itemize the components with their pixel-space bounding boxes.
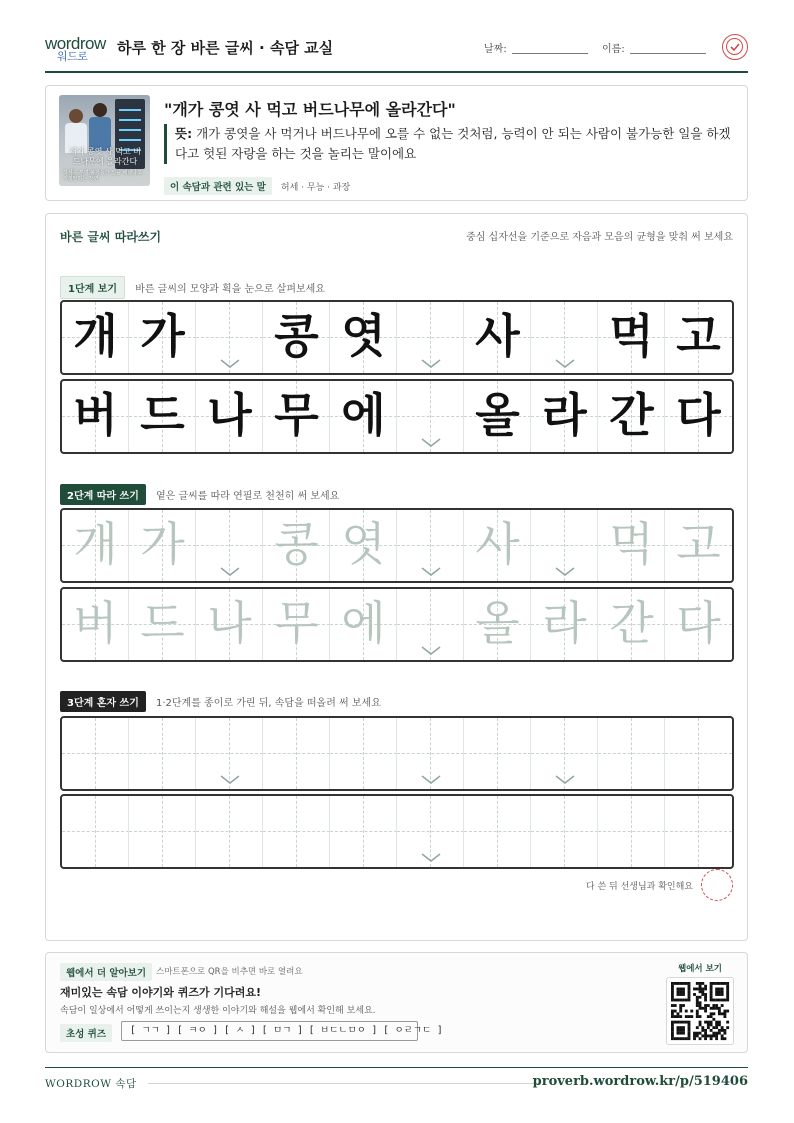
logo-wordmark: wordrow [45,34,106,53]
grid-cell[interactable] [598,589,665,660]
model-character: 에 [341,388,386,442]
meaning-text: 개가 콩엿을 사 먹거나 버드나무에 오를 수 없는 것처럼, 능력이 안 되는 사람이 불가능한 일을 하겠다고 헛된 자랑을 하는 것을 놀리는 말이에요 [175,126,731,161]
name-field[interactable] [630,53,706,54]
illustration-subcaption: 허세를 부려 불가능한 일을 해냈다고 거짓말하는 장면 [63,170,142,182]
footer-brand: WORDROW 속담 [45,1078,137,1090]
step-2-desc: 옅은 글씨를 따라 연필로 천천히 써 보세요 [155,491,340,502]
wordrow-logo [45,34,109,64]
grid-cell[interactable] [62,796,129,867]
grid-cell [330,381,397,452]
space-mark-icon [421,433,441,452]
grid-cell[interactable] [464,796,531,867]
footer-divider [45,1067,748,1068]
grid-cell[interactable] [330,510,397,581]
grid-cell[interactable] [397,510,464,581]
grid-cell [263,302,330,373]
space-mark-icon [220,562,240,581]
grid-cell[interactable] [129,510,196,581]
grid-cell[interactable] [464,589,531,660]
grid-cell [464,302,531,373]
grid-cell [62,302,129,373]
grid-cell[interactable] [598,510,665,581]
grid-cell [129,302,196,373]
space-mark-icon [421,354,441,373]
free-write-row-2[interactable] [60,794,734,869]
trace-character: 무 [274,596,319,650]
step-2-header [60,484,339,505]
grid-cell [196,381,263,452]
quiz-answer: [ ㄱㄱ ] [ ㅋㅇ ] [ ㅅ ] [ ㅁㄱ ] [ ㅂㄷㄴㅁㅇ ] [ ㅇㄹㄱㄷ ] [121,1021,418,1041]
step-1-desc: 바른 글씨의 모양과 획을 눈으로 살펴보세요 [135,284,325,295]
grid-cell[interactable] [263,510,330,581]
grid-cell[interactable] [531,718,598,789]
grid-cell[interactable] [665,510,732,581]
trace-character: 고 [676,517,721,571]
qr-code-icon[interactable] [666,977,734,1045]
footer-url[interactable]: proverb.wordrow.kr/p/519406 [532,1074,748,1089]
step-3-header [60,691,381,712]
footer-line [148,1083,540,1084]
model-row-2 [60,379,734,454]
quiz-label: 초성 퀴즈 [60,1024,112,1042]
trace-character: 나 [207,596,252,650]
step-1-label: 1단계 보기 [60,276,125,299]
model-character: 버 [73,388,118,442]
trace-row-1[interactable] [60,508,734,583]
practice-hint: 중심 십자선을 기준으로 자음과 모음의 균형을 맞춰 써 보세요 [466,232,733,243]
grid-cell [196,302,263,373]
space-mark-icon [220,770,240,789]
meaning-label: 뜻: [175,126,193,141]
grid-cell[interactable] [196,796,263,867]
praise-stamp-icon [722,34,748,60]
grid-cell [531,381,598,452]
related-label: 이 속담과 관련 있는 말 [164,177,272,195]
model-character: 개 [73,309,118,363]
proverb-meaning [164,124,734,164]
grid-cell [263,381,330,452]
web-headline: 재미있는 속담 이야기와 퀴즈가 기다려요! [60,986,261,999]
grid-cell[interactable] [464,718,531,789]
model-row-1 [60,300,734,375]
grid-cell[interactable] [62,589,129,660]
trace-character: 가 [140,517,185,571]
web-tag: 웹에서 더 알아보기 [60,963,152,981]
space-mark-icon [421,562,441,581]
grid-cell [598,381,665,452]
grid-cell[interactable] [196,718,263,789]
related-words: 허세 · 무능 · 과장 [280,183,351,193]
qr-label: 웹에서 보기 [678,964,723,974]
model-character: 먹 [609,309,654,363]
trace-character: 다 [676,596,721,650]
grid-cell[interactable] [62,718,129,789]
step-2-label: 2단계 따라 쓰기 [60,484,146,505]
model-character: 다 [676,388,721,442]
model-character: 드 [140,388,185,442]
grid-cell[interactable] [263,796,330,867]
grid-cell [397,302,464,373]
date-field[interactable] [512,53,588,54]
space-mark-icon [220,354,240,373]
proverb-card [45,85,748,201]
web-description: 속담이 일상에서 어떻게 쓰이는지 생생한 이야기와 해설을 웹에서 확인해 보세요. [60,1006,376,1016]
space-mark-icon [421,641,441,660]
header-divider [45,71,748,73]
grid-cell [598,302,665,373]
grid-cell[interactable] [397,589,464,660]
grid-cell [665,302,732,373]
grid-cell[interactable] [129,589,196,660]
name-label: 이름: [602,44,625,55]
trace-character: 올 [475,596,520,650]
grid-cell[interactable] [665,796,732,867]
step-3-desc: 1·2단계를 종이로 가린 뒤, 속담을 떠올려 써 보세요 [155,698,381,709]
grid-cell[interactable] [196,510,263,581]
grid-cell[interactable] [531,510,598,581]
space-mark-icon [421,770,441,789]
grid-cell [464,381,531,452]
web-promo-box [45,952,748,1053]
trace-character: 드 [140,596,185,650]
grid-cell[interactable] [665,589,732,660]
trace-character: 버 [73,596,118,650]
illustration-caption: 개가 콩엿 사 먹고 버드나무에 올라간다 [69,147,141,166]
grid-cell[interactable] [531,589,598,660]
grid-cell[interactable] [464,510,531,581]
web-subtitle: 스마트폰으로 QR을 비추면 바로 열려요 [156,967,303,977]
handwriting-practice [45,213,748,941]
teacher-check-text: 다 쓴 뒤 선생님과 확인해요 [585,882,693,892]
grid-cell[interactable] [129,718,196,789]
space-mark-icon [555,770,575,789]
model-character: 간 [609,388,654,442]
model-character: 올 [475,388,520,442]
logo-korean: 워드로 [57,50,88,63]
trace-character: 간 [609,596,654,650]
grid-cell[interactable] [598,796,665,867]
trace-character: 에 [341,596,386,650]
grid-cell[interactable] [263,589,330,660]
space-mark-icon [555,354,575,373]
grid-cell [129,381,196,452]
trace-character: 엿 [341,517,386,571]
grid-cell[interactable] [129,796,196,867]
grid-cell[interactable] [62,510,129,581]
step-1-header [60,276,325,299]
date-label: 날짜: [484,44,507,55]
grid-cell [397,381,464,452]
trace-character: 먹 [609,517,654,571]
grid-cell[interactable] [330,718,397,789]
page-header [45,28,748,72]
grid-cell[interactable] [397,718,464,789]
grid-cell[interactable] [665,718,732,789]
grid-cell [531,302,598,373]
model-character: 가 [140,309,185,363]
grid-cell[interactable] [598,718,665,789]
grid-cell[interactable] [330,796,397,867]
model-character: 고 [676,309,721,363]
model-character: 엿 [341,309,386,363]
model-character: 콩 [274,309,319,363]
trace-character: 콩 [274,517,319,571]
related-words-row [164,175,350,195]
trace-character: 라 [542,596,587,650]
grid-cell[interactable] [196,589,263,660]
grid-cell [665,381,732,452]
model-character: 무 [274,388,319,442]
model-character: 사 [475,309,520,363]
trace-character: 개 [73,517,118,571]
grid-cell[interactable] [397,796,464,867]
practice-title: 바른 글씨 따라쓰기 [60,230,162,244]
trace-character: 사 [475,517,520,571]
proverb-illustration [59,95,150,186]
model-character: 나 [207,388,252,442]
teacher-stamp-icon [701,869,733,901]
trace-row-2[interactable] [60,587,734,662]
model-character: 라 [542,388,587,442]
grid-cell[interactable] [531,796,598,867]
grid-cell[interactable] [263,718,330,789]
proverb-title: "개가 콩엿 사 먹고 버드나무에 올라간다" [164,100,456,119]
space-mark-icon [555,562,575,581]
free-write-row-1[interactable] [60,716,734,791]
grid-cell [62,381,129,452]
grid-cell [330,302,397,373]
page-title: 하루 한 장 바른 글씨 · 속담 교실 [117,39,334,57]
step-3-label: 3단계 혼자 쓰기 [60,691,146,712]
space-mark-icon [421,848,441,867]
grid-cell[interactable] [330,589,397,660]
